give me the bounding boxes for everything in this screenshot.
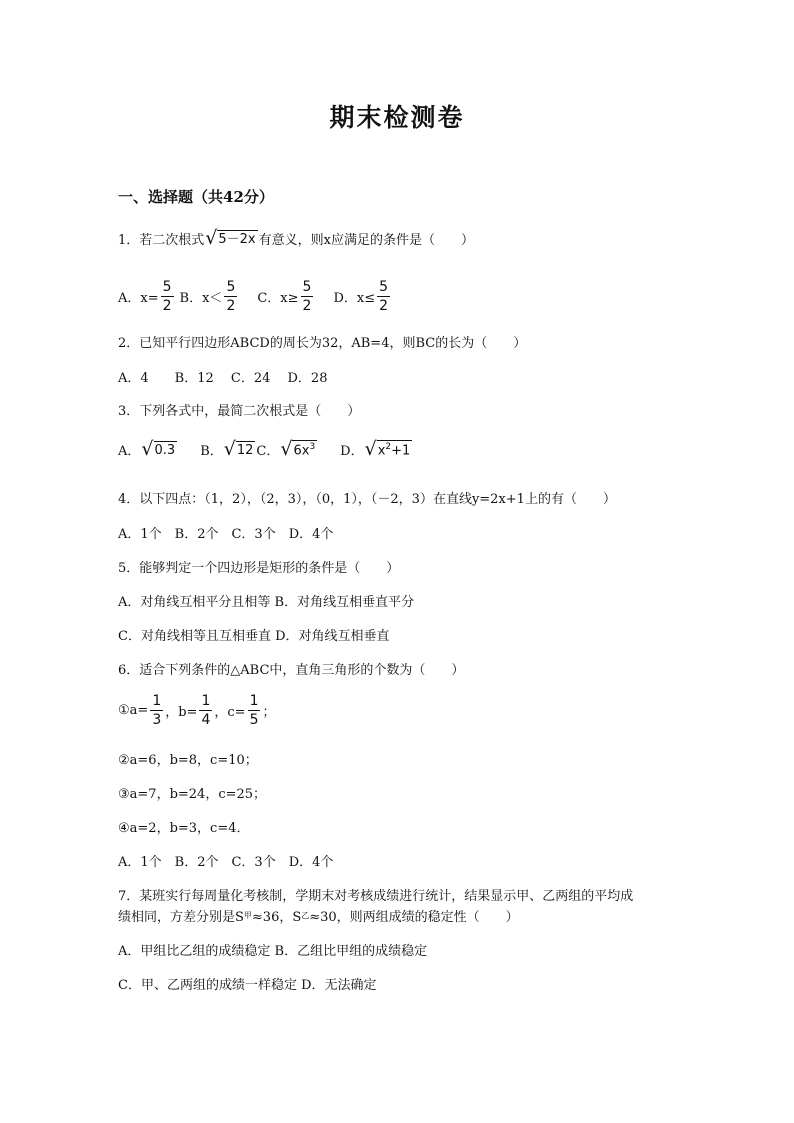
question-6-item-3: ③a=7，b=24，c=25； bbox=[118, 787, 267, 802]
q3-option-d-radical bbox=[365, 440, 413, 459]
sqrt-symbol-icon: √ bbox=[141, 438, 154, 460]
question-6-stem: 6．适合下列条件的△ABC中，直角三角形的个数为（ ） bbox=[118, 663, 465, 678]
q3-option-d-radicand bbox=[377, 440, 413, 459]
q1-option-b-prefix: B．x＜ bbox=[179, 291, 223, 306]
question-6-options: A．1个 B．2个 C．3个 D．4个 bbox=[118, 855, 334, 870]
q3-option-d-prefix: D． bbox=[340, 444, 364, 459]
q1-option-b-fraction bbox=[224, 280, 237, 313]
question-4-options: A．1个 B．2个 C．3个 D．4个 bbox=[118, 527, 334, 542]
q6-item1-a-label: ①a= bbox=[118, 703, 149, 718]
question-5-options-row-2: C．对角线相等且互相垂直 D．对角线互相垂直 bbox=[118, 629, 390, 644]
fraction-numerator: 1 bbox=[152, 693, 162, 709]
fraction-numerator: 5 bbox=[302, 279, 312, 295]
q6-item1-c-fraction bbox=[248, 694, 261, 727]
q3-option-c-radicand bbox=[292, 440, 317, 459]
question-1-stem bbox=[118, 229, 474, 248]
q6-item1-a-fraction bbox=[150, 694, 163, 727]
section-heading: 一、选择题（共42分） bbox=[118, 188, 274, 206]
q3-option-c-exponent: 3 bbox=[309, 442, 316, 453]
q1-option-d-prefix: D．x≤ bbox=[333, 291, 376, 306]
q6-item1-c-label: ，c= bbox=[214, 705, 246, 720]
q3-option-a-radical bbox=[141, 440, 177, 459]
q3-option-d-exponent: 2 bbox=[385, 442, 392, 453]
question-6-item-4: ④a=2，b=3，c=4． bbox=[118, 821, 250, 836]
fraction-denominator: 2 bbox=[302, 298, 312, 314]
q7-line2-part-c: ≈30，则两组成绩的稳定性（ ） bbox=[309, 910, 519, 925]
q3-option-d-base: x bbox=[377, 443, 386, 459]
q1-stem-after: 有意义，则x应满足的条件是（ ） bbox=[258, 233, 474, 248]
q6-item1-end: ； bbox=[262, 705, 276, 720]
question-6-item-2: ②a=6，b=8，c=10； bbox=[118, 753, 258, 768]
q1-option-a-prefix: A．x= bbox=[118, 291, 159, 306]
q1-option-d-fraction bbox=[377, 280, 390, 313]
fraction-numerator: 1 bbox=[201, 693, 211, 709]
q7-line2-part-b: ≈36，S bbox=[251, 910, 302, 925]
q1-radical bbox=[205, 229, 257, 248]
fraction-numerator: 5 bbox=[162, 279, 172, 295]
q3-option-a-prefix: A． bbox=[118, 444, 141, 459]
question-7-stem-line-1: 7．某班实行每周量化考核制，学期末对考核成绩进行统计，结果显示甲、乙两组的平均成 bbox=[118, 889, 634, 904]
question-7-options-row-2: C．甲、乙两组的成绩一样稳定 D．无法确定 bbox=[118, 978, 377, 993]
sqrt-symbol-icon: √ bbox=[205, 227, 218, 249]
question-4-stem: 4．以下四点：（1，2），（2，3），（0，1），（－2，3）在直线y=2x+1上的有（ ） bbox=[118, 492, 616, 507]
q3-option-b-radicand: 12 bbox=[236, 442, 254, 458]
question-7-options-row-1: A．甲组比乙组的成绩稳定 B．乙组比甲组的成绩稳定 bbox=[118, 944, 428, 959]
question-2-options: A．4 B．12 C．24 D．28 bbox=[118, 371, 328, 386]
fraction-numerator: 5 bbox=[226, 279, 236, 295]
q1-option-c-fraction bbox=[301, 280, 314, 313]
page-title: 期末检测卷 bbox=[329, 103, 465, 132]
fraction-numerator: 5 bbox=[379, 279, 389, 295]
question-2-stem: 2．已知平行四边形ABCD的周长为32，AB=4，则BC的长为（ ） bbox=[118, 336, 527, 351]
fraction-numerator: 1 bbox=[249, 693, 259, 709]
q6-item1-b-fraction bbox=[199, 694, 212, 727]
fraction-denominator: 2 bbox=[226, 298, 236, 314]
sqrt-symbol-icon: √ bbox=[280, 438, 293, 460]
question-5-options-row-1: A．对角线互相平分且相等 B．对角线互相垂直平分 bbox=[118, 595, 415, 610]
question-5-stem: 5．能够判定一个四边形是矩形的条件是（ ） bbox=[118, 561, 400, 576]
fraction-denominator: 2 bbox=[379, 298, 389, 314]
q1-option-c-prefix: C．x≥ bbox=[257, 291, 299, 306]
fraction-denominator: 3 bbox=[152, 712, 162, 728]
question-1-options bbox=[118, 280, 392, 313]
q3-option-c-base: 6x bbox=[293, 443, 310, 459]
question-7-stem-line-2 bbox=[118, 906, 519, 925]
fraction-denominator: 5 bbox=[249, 712, 259, 728]
q3-option-c-prefix: C． bbox=[256, 444, 280, 459]
q3-option-c-radical bbox=[280, 440, 317, 459]
q7-subscript-jia: 甲 bbox=[243, 911, 252, 920]
question-3-options bbox=[118, 440, 413, 459]
q1-stem-before: 1．若二次根式 bbox=[118, 233, 205, 248]
q6-item1-b-label: ，b= bbox=[165, 705, 198, 720]
q3-option-a-radicand: 0.3 bbox=[154, 442, 176, 458]
fraction-denominator: 2 bbox=[162, 298, 172, 314]
fraction-denominator: 4 bbox=[201, 712, 211, 728]
sqrt-symbol-icon: √ bbox=[364, 438, 377, 460]
q1-radicand: 5－2x bbox=[218, 231, 256, 247]
q3-option-d-tail: +1 bbox=[391, 443, 411, 459]
question-3-stem: 3．下列各式中，最简二次根式是（ ） bbox=[118, 404, 361, 419]
q3-option-b-radical bbox=[224, 440, 256, 459]
sqrt-symbol-icon: √ bbox=[223, 438, 236, 460]
q7-line2-part-a: 绩相同，方差分别是S bbox=[118, 910, 244, 925]
q3-option-b-prefix: B． bbox=[200, 444, 223, 459]
q7-subscript-yi: 乙 bbox=[301, 911, 310, 920]
q1-option-a-fraction bbox=[161, 280, 174, 313]
question-6-item-1 bbox=[118, 694, 276, 727]
